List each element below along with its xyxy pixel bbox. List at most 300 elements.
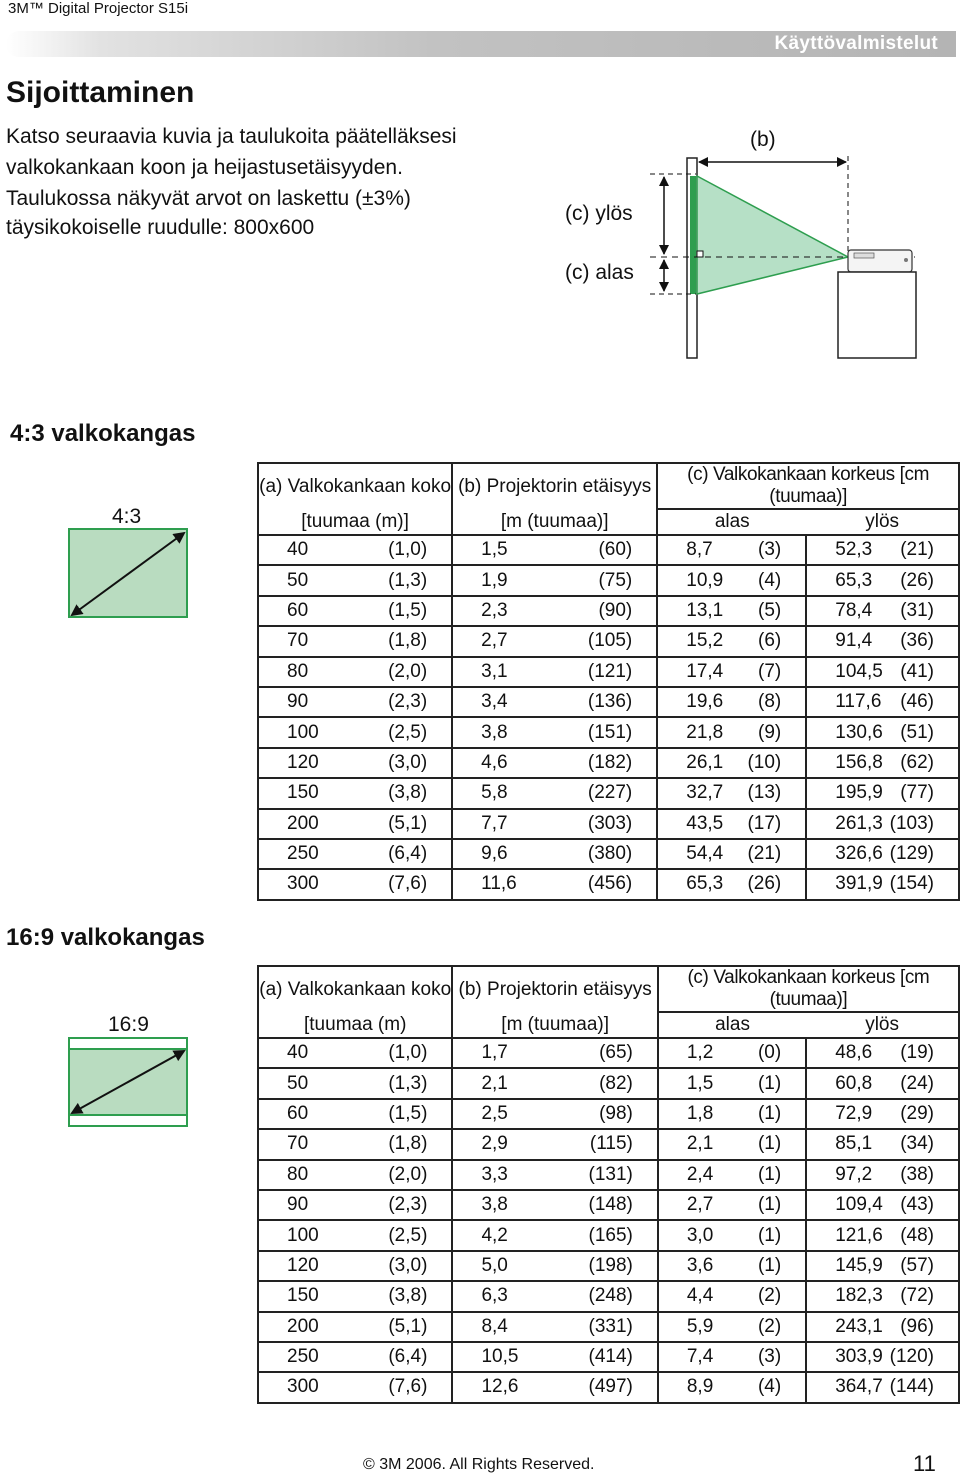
cell-value-alt: (198) <box>588 1254 633 1276</box>
cell-value: 26,1 <box>686 751 724 773</box>
cell-distance <box>452 535 657 565</box>
cell-value-alt: (115) <box>589 1133 633 1155</box>
cell-value-alt: (41) <box>900 660 934 682</box>
cell-size <box>258 1251 452 1281</box>
cell-value: 100 <box>287 721 319 743</box>
table-row <box>258 869 959 899</box>
cell-height-down <box>658 1281 806 1311</box>
cell-distance <box>452 565 657 595</box>
cell-value: 156,8 <box>835 751 883 773</box>
cell-value-alt: (1) <box>757 1163 782 1185</box>
cell-value: 97,2 <box>835 1163 873 1185</box>
header-b-unit: [m (tuumaa)] <box>452 1012 657 1038</box>
table-169-body <box>258 1038 959 1403</box>
table-43-body <box>258 535 959 900</box>
cell-value-alt: (1,5) <box>388 1102 428 1124</box>
cell-height-down <box>658 1342 806 1372</box>
cell-value-alt: (2,5) <box>388 721 428 743</box>
cell-value-alt: (77) <box>900 782 934 804</box>
cell-value: 72,9 <box>835 1102 873 1124</box>
cell-value: 7,7 <box>481 812 508 834</box>
cell-value-alt: (2) <box>757 1315 782 1337</box>
cell-value: 2,7 <box>481 630 508 652</box>
cell-value: 243,1 <box>835 1315 883 1337</box>
cell-distance <box>452 869 657 899</box>
cell-height-down <box>658 1068 806 1098</box>
cell-value-alt: (2,3) <box>388 691 428 713</box>
cell-value-alt: (43) <box>900 1194 934 1216</box>
cell-value: 3,6 <box>686 1254 714 1276</box>
cell-value: 4,2 <box>481 1224 508 1246</box>
cell-value-alt: (414) <box>588 1346 633 1368</box>
cell-value: 9,6 <box>481 843 508 865</box>
cell-value-alt: (36) <box>900 630 934 652</box>
cell-value: 60 <box>287 1102 309 1124</box>
cell-value-alt: (5) <box>758 599 782 621</box>
table-row <box>258 1160 959 1190</box>
table-row <box>258 1099 959 1129</box>
cell-size <box>258 535 452 565</box>
cell-value: 15,2 <box>686 630 724 652</box>
cell-distance <box>452 717 657 747</box>
cell-value: 3,8 <box>481 1194 508 1216</box>
cell-value-alt: (7) <box>758 660 782 682</box>
cell-distance <box>452 626 657 656</box>
cell-value-alt: (8) <box>758 691 782 713</box>
cell-value-alt: (62) <box>900 751 934 773</box>
cell-value: 43,5 <box>686 812 724 834</box>
cell-value: 121,6 <box>835 1224 883 1246</box>
cell-height-up <box>806 1099 959 1129</box>
diagram-label-b: (b) <box>750 128 776 151</box>
cell-distance <box>452 809 657 839</box>
cell-value-alt: (5,1) <box>388 1315 428 1337</box>
cell-value: 54,4 <box>686 843 724 865</box>
table-169 <box>257 965 960 1404</box>
table-row <box>258 1251 959 1281</box>
projection-diagram <box>620 150 940 365</box>
cell-height-up <box>806 869 959 899</box>
cell-value: 250 <box>287 843 319 865</box>
cell-value-alt: (3) <box>758 539 782 561</box>
section-title-169: 16:9 valkokangas <box>6 924 205 951</box>
cell-value: 195,9 <box>835 782 883 804</box>
diagram-label-c-up: (c) ylös <box>565 202 633 225</box>
section-label: Käyttövalmistelut <box>774 33 938 54</box>
cell-height-up <box>806 1372 959 1402</box>
cell-distance <box>452 687 657 717</box>
cell-value-alt: (2,0) <box>388 660 428 682</box>
cell-value: 145,9 <box>835 1254 883 1276</box>
cell-value-alt: (154) <box>889 873 934 895</box>
cell-value: 3,8 <box>481 721 508 743</box>
cell-value-alt: (456) <box>587 873 633 895</box>
cell-value: 2,4 <box>686 1163 714 1185</box>
cell-value: 2,5 <box>481 1102 508 1124</box>
cell-value-alt: (4) <box>757 1376 782 1398</box>
cell-value: 1,9 <box>481 569 508 591</box>
cell-value-alt: (303) <box>587 812 633 834</box>
cell-value-alt: (96) <box>900 1315 934 1337</box>
cell-value: 104,5 <box>835 660 883 682</box>
cell-value-alt: (3,0) <box>388 1254 428 1276</box>
table-row <box>258 565 959 595</box>
cell-value: 8,7 <box>686 539 713 561</box>
cell-value-alt: (144) <box>889 1376 934 1398</box>
cell-value-alt: (4) <box>758 569 782 591</box>
cell-value-alt: (182) <box>587 751 633 773</box>
header-c: (c) Valkokankaan korkeus [cm (tuumaa)] <box>657 463 959 509</box>
cell-height-down <box>657 869 806 899</box>
cell-value-alt: (34) <box>900 1133 934 1155</box>
cell-height-down <box>657 839 806 869</box>
table-row <box>258 1190 959 1220</box>
cell-value-alt: (72) <box>900 1285 934 1307</box>
cell-value-alt: (3,8) <box>388 782 428 804</box>
cell-value-alt: (21) <box>747 843 782 865</box>
cell-size <box>258 565 452 595</box>
cell-value-alt: (0) <box>757 1042 782 1064</box>
cell-size <box>258 869 452 899</box>
cell-value: 65,3 <box>686 873 724 895</box>
cell-value: 80 <box>287 660 309 682</box>
cell-height-up <box>806 748 959 778</box>
cell-value: 17,4 <box>686 660 724 682</box>
cell-value-alt: (3) <box>757 1346 782 1368</box>
cell-value-alt: (497) <box>588 1376 633 1398</box>
cell-height-up <box>806 778 959 808</box>
cell-size <box>258 809 452 839</box>
cell-height-down <box>657 626 806 656</box>
cell-value: 6,3 <box>481 1285 508 1307</box>
table-row <box>258 687 959 717</box>
cell-height-down <box>657 778 806 808</box>
cell-height-down <box>658 1099 806 1129</box>
ratio-label-169: 16:9 <box>108 1013 149 1036</box>
cell-height-up <box>806 1342 959 1372</box>
header-a: (a) Valkokankaan koko <box>258 463 452 509</box>
cell-value-alt: (131) <box>588 1163 633 1185</box>
cell-distance <box>452 1038 657 1068</box>
header-a-unit: [tuumaa (m)] <box>258 509 452 535</box>
cell-height-up <box>806 626 959 656</box>
cell-value: 2,3 <box>481 599 508 621</box>
cell-size <box>258 596 452 626</box>
cell-size <box>258 1038 452 1068</box>
cell-value-alt: (46) <box>900 691 934 713</box>
intro-line: Katso seuraavia kuvia ja taulukoita päätelläksesi <box>6 125 457 148</box>
cell-value-alt: (1) <box>757 1102 782 1124</box>
cell-distance <box>452 748 657 778</box>
cell-value: 303,9 <box>835 1346 883 1368</box>
table-row <box>258 626 959 656</box>
cell-value: 3,1 <box>481 660 508 682</box>
cell-value: 2,9 <box>481 1133 508 1155</box>
cell-value-alt: (5,1) <box>388 812 428 834</box>
cell-distance <box>452 657 657 687</box>
cell-value-alt: (248) <box>588 1285 633 1307</box>
cell-size <box>258 1342 452 1372</box>
cell-height-up <box>806 1281 959 1311</box>
cell-value: 7,4 <box>686 1346 714 1368</box>
cell-value-alt: (7,6) <box>388 873 428 895</box>
cell-value: 90 <box>287 1194 309 1216</box>
cell-value-alt: (1,8) <box>388 630 428 652</box>
cell-value: 117,6 <box>835 691 882 713</box>
cell-size <box>258 1129 452 1159</box>
cell-height-up <box>806 1312 959 1342</box>
cell-height-down <box>657 809 806 839</box>
cell-value-alt: (21) <box>900 539 934 561</box>
cell-distance <box>452 1220 657 1250</box>
cell-value-alt: (98) <box>599 1102 633 1124</box>
cell-value-alt: (1,8) <box>388 1133 428 1155</box>
intro-line: Taulukossa näkyvät arvot on laskettu (±3%) <box>6 187 411 210</box>
cell-height-down <box>658 1129 806 1159</box>
cell-value: 4,6 <box>481 751 508 773</box>
cell-value-alt: (129) <box>889 843 934 865</box>
cell-value-alt: (24) <box>900 1072 934 1094</box>
cell-value: 32,7 <box>686 782 724 804</box>
cell-height-up <box>806 1220 959 1250</box>
cell-height-down <box>657 657 806 687</box>
cell-distance <box>452 1068 657 1098</box>
cell-height-up <box>806 1068 959 1098</box>
table-row <box>258 596 959 626</box>
cell-size <box>258 1220 452 1250</box>
cell-size <box>258 1099 452 1129</box>
cell-value: 4,4 <box>686 1285 714 1307</box>
cell-value-alt: (105) <box>587 630 633 652</box>
cell-height-down <box>658 1251 806 1281</box>
cell-height-up <box>806 1038 959 1068</box>
cell-value-alt: (2,5) <box>388 1224 428 1246</box>
cell-value-alt: (19) <box>900 1042 934 1064</box>
cell-value: 2,1 <box>686 1133 714 1155</box>
cell-height-up <box>806 1129 959 1159</box>
cell-value: 12,6 <box>481 1376 519 1398</box>
cell-value: 100 <box>287 1224 319 1246</box>
cell-value: 11,6 <box>481 873 517 895</box>
header-a-unit: [tuumaa (m) <box>258 1012 452 1038</box>
cell-value: 3,4 <box>481 691 508 713</box>
cell-value-alt: (2,0) <box>388 1163 428 1185</box>
cell-value: 70 <box>287 630 309 652</box>
cell-value-alt: (380) <box>587 843 633 865</box>
cell-value-alt: (6,4) <box>388 843 428 865</box>
cell-height-down <box>658 1372 806 1402</box>
cell-value: 40 <box>287 539 309 561</box>
cell-value: 8,4 <box>481 1315 508 1337</box>
cell-value-alt: (57) <box>900 1254 934 1276</box>
header-a: (a) Valkokankaan koko <box>258 966 452 1012</box>
cell-value: 3,3 <box>481 1163 508 1185</box>
cell-size <box>258 1281 452 1311</box>
cell-size <box>258 1372 452 1402</box>
cell-value: 200 <box>287 812 319 834</box>
cell-value-alt: (13) <box>747 782 782 804</box>
cell-value-alt: (3,8) <box>388 1285 428 1307</box>
screen-image <box>690 176 696 294</box>
cell-value: 8,9 <box>686 1376 714 1398</box>
cell-value: 5,0 <box>481 1254 508 1276</box>
table-row <box>258 839 959 869</box>
cell-height-down <box>658 1312 806 1342</box>
intro-line: täysikokoiselle ruudulle: 800x600 <box>6 216 315 239</box>
table-row <box>258 748 959 778</box>
cell-size <box>258 839 452 869</box>
cell-value: 10,9 <box>686 569 724 591</box>
cell-value-alt: (1) <box>757 1072 782 1094</box>
cell-value: 1,7 <box>481 1042 508 1064</box>
header-c: (c) Valkokankaan korkeus [cm (tuumaa)] <box>658 966 959 1012</box>
cell-value: 65,3 <box>835 569 873 591</box>
cell-value-alt: (227) <box>587 782 633 804</box>
cell-height-up <box>806 839 959 869</box>
cell-value: 21,8 <box>686 721 724 743</box>
cell-height-down <box>658 1190 806 1220</box>
header-b: (b) Projektorin etäisyys <box>452 966 657 1012</box>
cell-value-alt: (2) <box>757 1285 782 1307</box>
cell-value-alt: (121) <box>587 660 633 682</box>
cell-size <box>258 657 452 687</box>
cell-height-up <box>806 596 959 626</box>
cell-value-alt: (6) <box>758 630 782 652</box>
table-row <box>258 657 959 687</box>
table-row <box>258 535 959 565</box>
table-row <box>258 1281 959 1311</box>
table-row <box>258 1342 959 1372</box>
header-up: ylös <box>806 1012 959 1038</box>
cell-value-alt: (6,4) <box>388 1346 428 1368</box>
cell-value: 300 <box>287 873 319 895</box>
intro-line: valkokankaan koon ja heijastusetäisyyden. <box>6 156 403 179</box>
cell-value: 60 <box>287 599 309 621</box>
cell-value: 78,4 <box>835 599 873 621</box>
cell-value-alt: (3,0) <box>388 751 428 773</box>
cell-value-alt: (103) <box>889 812 934 834</box>
cell-value: 5,9 <box>686 1315 714 1337</box>
cell-height-up <box>806 535 959 565</box>
table-row <box>258 1038 959 1068</box>
cell-height-down <box>657 596 806 626</box>
cell-value-alt: (151) <box>587 721 633 743</box>
cell-value-alt: (165) <box>588 1224 633 1246</box>
cell-value: 3,0 <box>686 1224 714 1246</box>
cell-value: 40 <box>287 1042 309 1064</box>
document-title: 3M™ Digital Projector S15i <box>8 0 189 17</box>
cell-value: 120 <box>287 1254 319 1276</box>
cell-distance <box>452 1251 657 1281</box>
table-row <box>258 1312 959 1342</box>
cell-value: 182,3 <box>835 1285 883 1307</box>
cell-value-alt: (1,3) <box>388 569 428 591</box>
cell-value-alt: (38) <box>900 1163 934 1185</box>
table-row <box>258 1068 959 1098</box>
cell-height-up <box>806 809 959 839</box>
center-marker <box>697 251 703 257</box>
cell-value-alt: (1) <box>757 1194 782 1216</box>
page-heading: Sijoittaminen <box>6 76 195 109</box>
table-row <box>258 809 959 839</box>
cell-size <box>258 778 452 808</box>
cell-value-alt: (148) <box>588 1194 633 1216</box>
cell-value: 50 <box>287 569 309 591</box>
cell-value: 90 <box>287 691 309 713</box>
cell-value-alt: (136) <box>587 691 633 713</box>
diagram-label-c-down: (c) alas <box>565 261 634 284</box>
cell-distance <box>452 1281 657 1311</box>
cell-value: 150 <box>287 782 319 804</box>
cell-value-alt: (26) <box>747 873 782 895</box>
cell-distance <box>452 1099 657 1129</box>
table-43 <box>257 462 960 901</box>
cell-distance <box>452 778 657 808</box>
cell-height-down <box>657 535 806 565</box>
cell-size <box>258 717 452 747</box>
cell-value: 130,6 <box>835 721 883 743</box>
cell-size <box>258 1160 452 1190</box>
cell-value: 50 <box>287 1072 309 1094</box>
cell-value: 364,7 <box>835 1376 883 1398</box>
header-down: alas <box>657 509 806 535</box>
cell-value: 19,6 <box>686 691 724 713</box>
cell-value-alt: (10) <box>747 751 782 773</box>
cell-value-alt: (7,6) <box>388 1376 428 1398</box>
cell-size <box>258 748 452 778</box>
cell-height-down <box>657 717 806 747</box>
cell-value-alt: (2,3) <box>388 1194 428 1216</box>
cell-value: 10,5 <box>481 1346 519 1368</box>
table-row <box>258 1372 959 1402</box>
cell-height-up <box>806 1160 959 1190</box>
page-number: 11 <box>913 1451 936 1476</box>
cell-value: 109,4 <box>835 1194 883 1216</box>
cell-size <box>258 626 452 656</box>
cell-height-down <box>657 748 806 778</box>
copyright: © 3M 2006. All Rights Reserved. <box>363 1456 595 1473</box>
cell-value-alt: (1,5) <box>388 599 428 621</box>
cell-value: 326,6 <box>835 843 883 865</box>
cell-value: 48,6 <box>835 1042 873 1064</box>
cell-height-up <box>806 717 959 747</box>
cell-distance <box>452 1160 657 1190</box>
cell-value-alt: (51) <box>900 721 934 743</box>
cell-value: 2,7 <box>686 1194 714 1216</box>
cell-height-up <box>806 657 959 687</box>
cell-value: 261,3 <box>835 812 883 834</box>
cell-value-alt: (48) <box>900 1224 934 1246</box>
cell-value: 91,4 <box>835 630 873 652</box>
screen-diagram-169 <box>68 1036 192 1130</box>
cell-distance <box>452 596 657 626</box>
cell-value-alt: (1) <box>757 1133 782 1155</box>
section-title-43: 4:3 valkokangas <box>10 420 196 447</box>
cell-value: 1,2 <box>686 1042 714 1064</box>
screen-diagram-43 <box>68 528 192 622</box>
cell-value: 1,5 <box>481 539 508 561</box>
cell-distance <box>452 1312 657 1342</box>
cell-value-alt: (75) <box>598 569 633 591</box>
cell-value-alt: (1) <box>757 1224 782 1246</box>
cell-value-alt: (1,3) <box>388 1072 428 1094</box>
cell-value: 391,9 <box>835 873 883 895</box>
cell-height-down <box>658 1160 806 1190</box>
cell-value-alt: (17) <box>747 812 782 834</box>
cell-height-up <box>806 687 959 717</box>
cell-value: 150 <box>287 1285 319 1307</box>
cell-value: 1,8 <box>686 1102 714 1124</box>
